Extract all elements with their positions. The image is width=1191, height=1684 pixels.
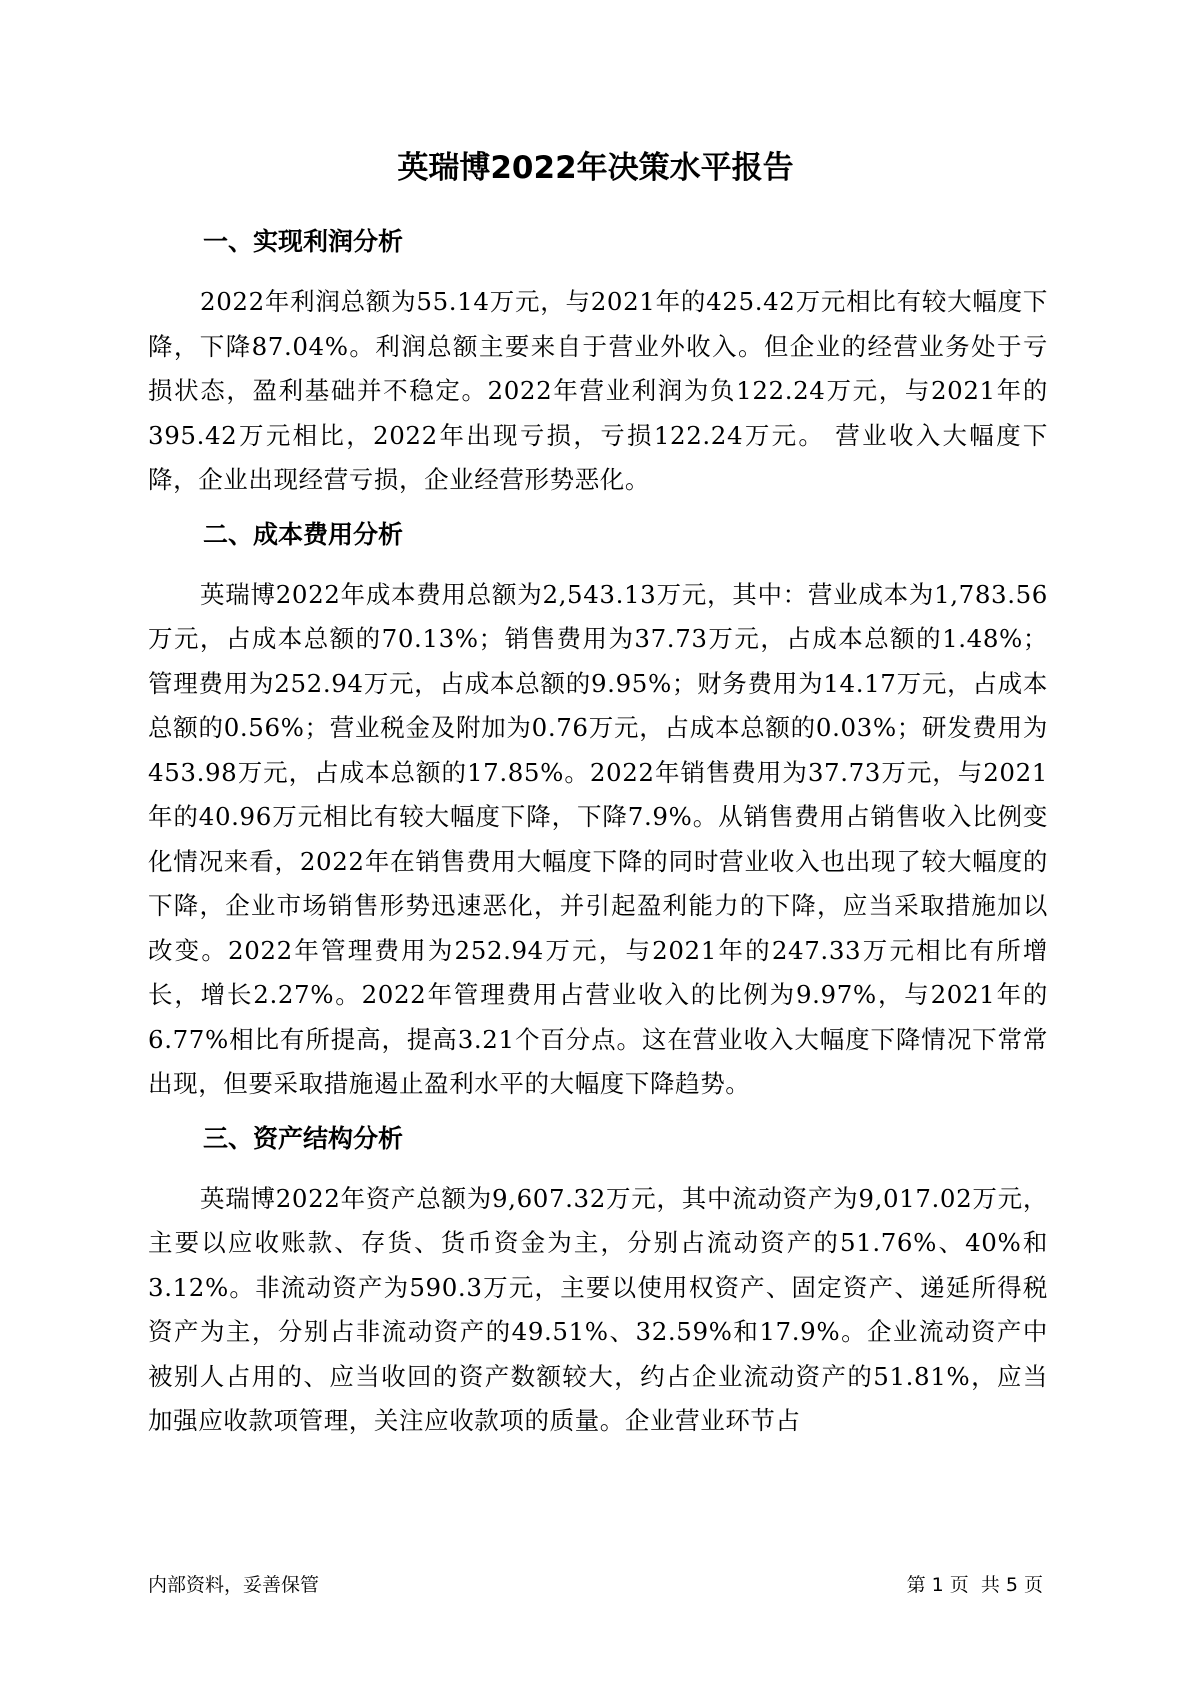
section-heading: 三、资产结构分析 <box>203 1123 404 1153</box>
paragraph: 英瑞博2022年资产总额为9,607.32万元，其中流动资产为9,017.02万元，主要以应收账款、存货、货币资金为主，分别占流动资产的51.76%、40%和3.12%。非流动资产为590.3万元，主要以使用权资产、固定资产、递延所得税资产为主，分别占非流动资产的49.51%、32.59%和17.9%。企业流动资产中被别人占用的、应当收回的资产数额较大，约占企业流动资产的51.81%，应当加强应收款项管理，关注应收款项的质量。企业营业环节占 <box>148 1183 1048 1435</box>
document-title: 英瑞博2022年决策水平报告 <box>397 150 794 186</box>
paragraph: 英瑞博2022年成本费用总额为2,543.13万元，其中：营业成本为1,783.56万元，占成本总额的70.13%；销售费用为37.73万元，占成本总额的1.48%；管理费用为252.94万元，占成本总额的9.95%；财务费用为14.17万元，占成本总额的0.56%；营业税金及附加为0.76万元，占成本总额的0.03%；研发费用为453.98万元，占成本总额的17.85%。2022年销售费用为37.73万元，与2021年的40.96万元相比有较大幅度下降，下降7.9%。从销售费用占销售收入比例变化情况来看，2022年在销售费用大幅度下降的同时营业收入也出现了较大幅度的下降，企业市场销售形势迅速恶化，并引起盈利能力的下降，应当采取措施加以改变。2022年管理费用为252.94万元，与2021年的247.33万元相比有所增长，增长2.27%。2022年管理费用占营业收入的比例为9.97%，与2021年的6.77%相比有所提高，提高3.21个百分点。这在营业收入大幅度下降情况下常常出现，但要采取措施遏止盈利水平的大幅度下降趋势。 <box>148 579 1048 1098</box>
section-heading: 一、实现利润分析 <box>203 227 404 256</box>
footer-confidential-note: 内部资料，妥善保管 <box>148 1574 320 1596</box>
paragraph: 2022年利润总额为55.14万元，与2021年的425.42万元相比有较大幅度下降，下降87.04%。利润总额主要来自于营业外收入。但企业的经营业务处于亏损状态，盈利基础并不稳定。2022年营业利润为负122.24万元，与2021年的395.42万元相比，2022年出现亏损，亏损122.24万元。 营业收入大幅度下降，企业出现经营亏损，企业经营形势恶化。 <box>148 287 1048 494</box>
section-cost-analysis <box>148 511 1048 1107</box>
footer-page-number: 第 1 页 共 5 页 <box>906 1574 1043 1596</box>
document-body <box>148 218 1048 1452</box>
section-asset-structure <box>148 1115 1048 1444</box>
section-heading: 二、成本费用分析 <box>203 519 404 549</box>
section-profit-analysis <box>148 218 1048 503</box>
